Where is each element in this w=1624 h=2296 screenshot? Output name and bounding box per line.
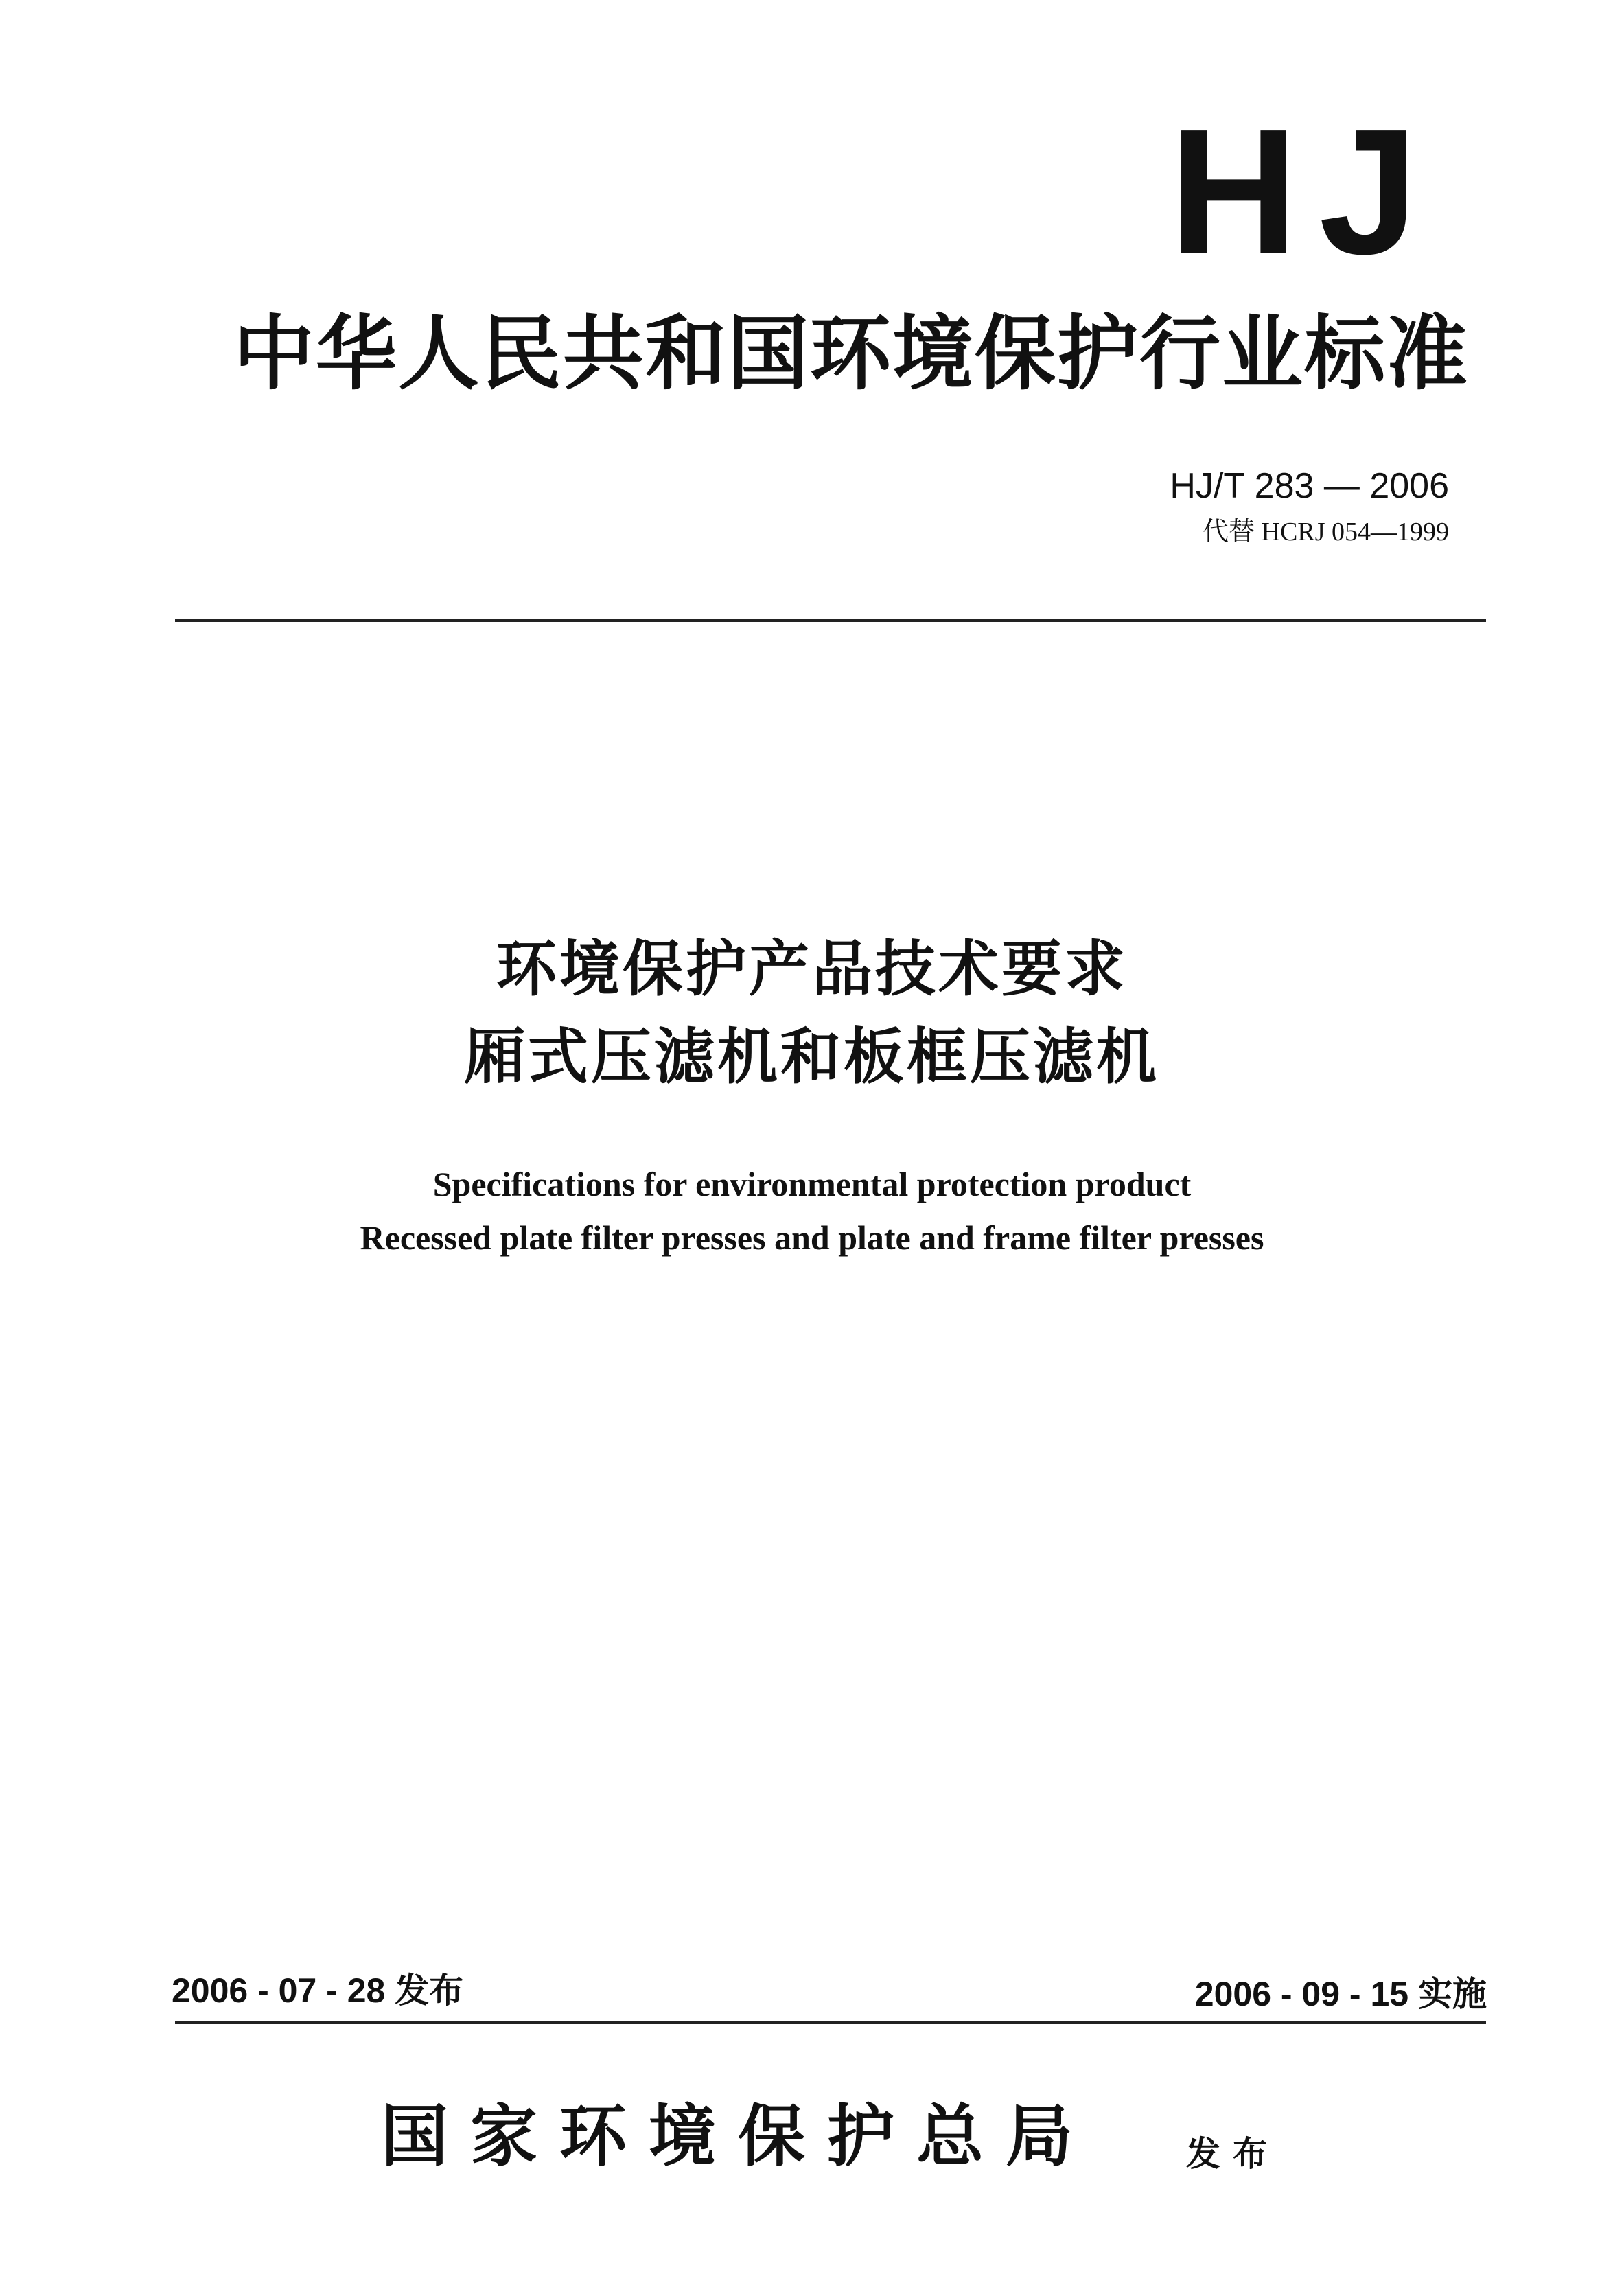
- title-en-line1: Specifications for environmental protection product: [432, 1165, 1192, 1203]
- publisher-name: 国家环境保护总局: [381, 2098, 1095, 2176]
- publisher-suffix: 发布: [1186, 2134, 1279, 2174]
- bottom-divider: [175, 2021, 1486, 2024]
- standard-replaces: 代替 HCRJ 054—1999: [1203, 518, 1449, 546]
- title-en-line2: Recessed plate filter presses and plate and frame filter presses: [360, 1218, 1264, 1257]
- org-title: 中华人民共和国环境保护行业标准: [233, 306, 1469, 401]
- top-divider: [175, 619, 1486, 622]
- hj-logo: HJ: [1169, 93, 1439, 292]
- standard-number: HJ/T 283 — 2006: [1170, 466, 1449, 506]
- title-cn-line1: 环境保护产品技术要求: [496, 934, 1128, 1004]
- title-cn-line2: 厢式压滤机和板框压滤机: [464, 1021, 1159, 1092]
- effective-date: 2006 - 09 - 15 实施: [1194, 1975, 1487, 2013]
- issue-date: 2006 - 07 - 28 发布: [172, 1971, 464, 2010]
